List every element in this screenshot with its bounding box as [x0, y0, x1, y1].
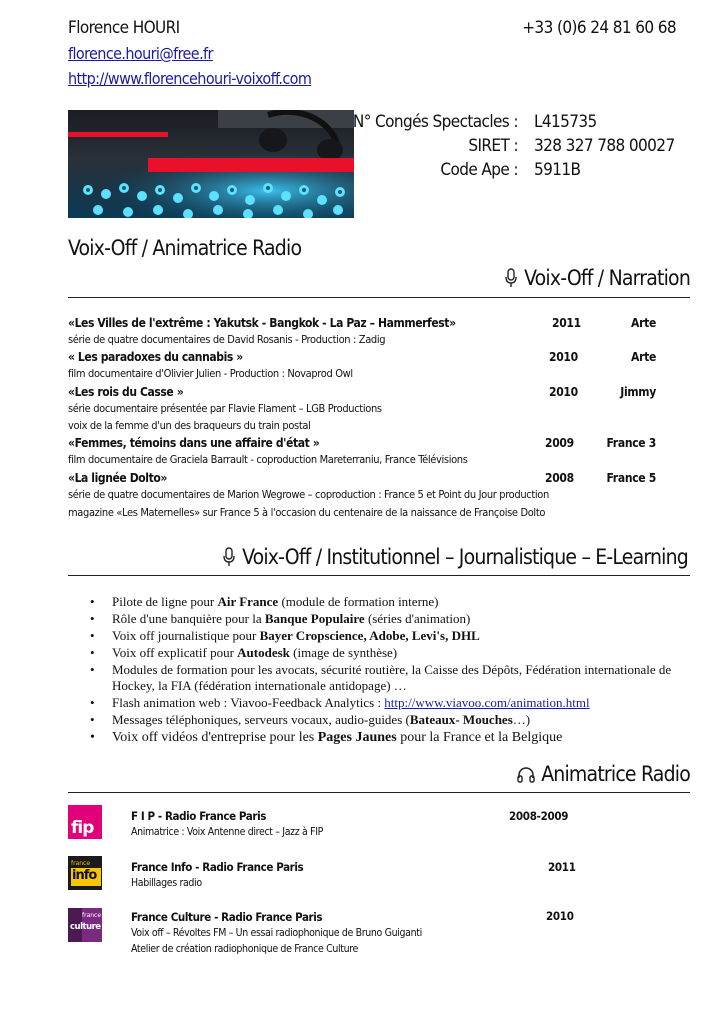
- section-title-radio: [517, 762, 690, 789]
- list-item: • Modules de formation pour les avocats, sécurité routière, la Caisse des Dépôts, Fédération internationale de Hockey, la FIA (fédération internationale antidopage) …: [90, 662, 700, 694]
- list-item: • Voix off journalistique pour Bayer Cropscience, Adobe, Levi's, DHL: [90, 628, 700, 644]
- narration-year: 2010: [549, 350, 578, 364]
- admin-label: SIRET :: [468, 136, 518, 156]
- studio-mixing-console-image: [68, 110, 354, 218]
- narration-channel: Arte: [631, 350, 656, 364]
- website-link[interactable]: http://www.florencehouri-voixoff.com: [68, 69, 312, 88]
- radio-title: France Info - Radio France Paris: [131, 860, 304, 874]
- narration-channel: Jimmy: [620, 385, 656, 399]
- narration-channel: Arte: [631, 316, 656, 330]
- admin-value: 328 327 788 00027: [534, 136, 675, 156]
- microphone-icon: [504, 268, 518, 293]
- radio-desc: Animatrice : Voix Antenne direct – Jazz à FIP: [131, 826, 323, 838]
- narration-year: 2008: [545, 471, 574, 485]
- narration-channel: France 3: [606, 436, 656, 450]
- section-divider: [68, 297, 690, 298]
- section-title-text: Animatrice Radio: [541, 762, 690, 786]
- radio-year: 2011: [548, 860, 576, 874]
- narration-title: «Femmes, témoins dans une affaire d'état »: [68, 436, 320, 450]
- narration-desc: voix de la femme d'un des braqueurs du train postal: [68, 419, 311, 432]
- narration-title: «Les Villes de l'extrême : Yakutsk - Bangkok - La Paz – Hammerfest»: [68, 316, 456, 330]
- section-title-institutionnel: [222, 545, 688, 572]
- list-item: • Pilote de ligne pour Air France (module de formation interne): [90, 594, 700, 610]
- radio-desc: Habillages radio: [131, 877, 202, 889]
- narration-year: 2009: [545, 436, 574, 450]
- section-title-narration: [504, 266, 690, 293]
- radio-year: 2008-2009: [509, 809, 569, 823]
- narration-title: «Les rois du Casse »: [68, 385, 184, 399]
- contact-phone: +33 (0)6 24 81 60 68: [522, 18, 676, 38]
- admin-label: Code Ape :: [440, 160, 518, 180]
- france-info-logo: france info: [68, 856, 102, 890]
- admin-value: 5911B: [534, 160, 581, 180]
- france-culture-logo: france culture: [68, 908, 102, 942]
- narration-desc: série de quatre documentaires de Marion Wegrowe – coproduction : France 5 et Point du Jour production: [68, 488, 549, 501]
- narration-year: 2011: [552, 316, 581, 330]
- narration-desc: série documentaire présentée par Flavie Flament – LGB Productions: [68, 402, 382, 415]
- list-item: • Voix off explicatif pour Autodesk (image de synthèse): [90, 645, 700, 661]
- narration-desc: film documentaire d'Olivier Julien - Production : Novaprod Owl: [68, 367, 353, 380]
- institutionnel-list: [90, 594, 700, 748]
- list-item: • Messages téléphoniques, serveurs vocaux, audio-guides (Bateaux- Mouches…): [90, 712, 700, 728]
- list-item: • Rôle d'une banquière pour la Banque Populaire (séries d'animation): [90, 611, 700, 627]
- section-divider: [68, 792, 690, 793]
- narration-channel: France 5: [606, 471, 656, 485]
- radio-title: France Culture - Radio France Paris: [131, 910, 323, 924]
- main-title: Voix-Off / Animatrice Radio: [68, 236, 302, 260]
- narration-title: «La lignée Dolto»: [68, 471, 167, 485]
- narration-title: « Les paradoxes du cannabis »: [68, 350, 243, 364]
- section-divider: [68, 575, 690, 576]
- list-item: • Flash animation web : Viavoo-Feedback Analytics : http://www.viavoo.com/animation.html: [90, 695, 700, 711]
- radio-year: 2010: [546, 909, 574, 923]
- list-item: • Voix off vidéos d'entreprise pour les Pages Jaunes pour la France et la Belgique: [90, 729, 700, 747]
- radio-desc: Atelier de création radiophonique de France Culture: [131, 943, 358, 955]
- admin-label: N° Congés Spectacles :: [352, 112, 518, 132]
- microphone-icon: [222, 547, 236, 572]
- contact-email-link[interactable]: florence.houri@free.fr: [68, 44, 213, 63]
- fip-logo: fip: [68, 805, 102, 839]
- narration-desc: magazine «Les Maternelles» sur France 5 à l'occasion du centenaire de la naissance de Françoise Dolto: [68, 506, 546, 519]
- narration-desc: série de quatre documentaires de David Rosanis - Production : Zadig: [68, 333, 386, 346]
- headphones-icon: [517, 765, 535, 789]
- narration-desc: film documentaire de Graciela Barrault - coproduction Mareterraniu, France Télévisions: [68, 453, 468, 466]
- radio-title: F I P - Radio France Paris: [131, 809, 266, 823]
- contact-name: Florence HOURI: [68, 18, 180, 38]
- narration-year: 2010: [549, 385, 578, 399]
- viavoo-link[interactable]: http://www.viavoo.com/animation.html: [384, 695, 590, 710]
- admin-value: L415735: [534, 112, 597, 132]
- section-title-text: Voix-Off / Institutionnel – Journalistique – E-Learning: [242, 545, 688, 569]
- radio-desc: Voix off – Révoltes FM – Un essai radiophonique de Bruno Guiganti: [131, 927, 422, 939]
- section-title-text: Voix-Off / Narration: [524, 266, 690, 290]
